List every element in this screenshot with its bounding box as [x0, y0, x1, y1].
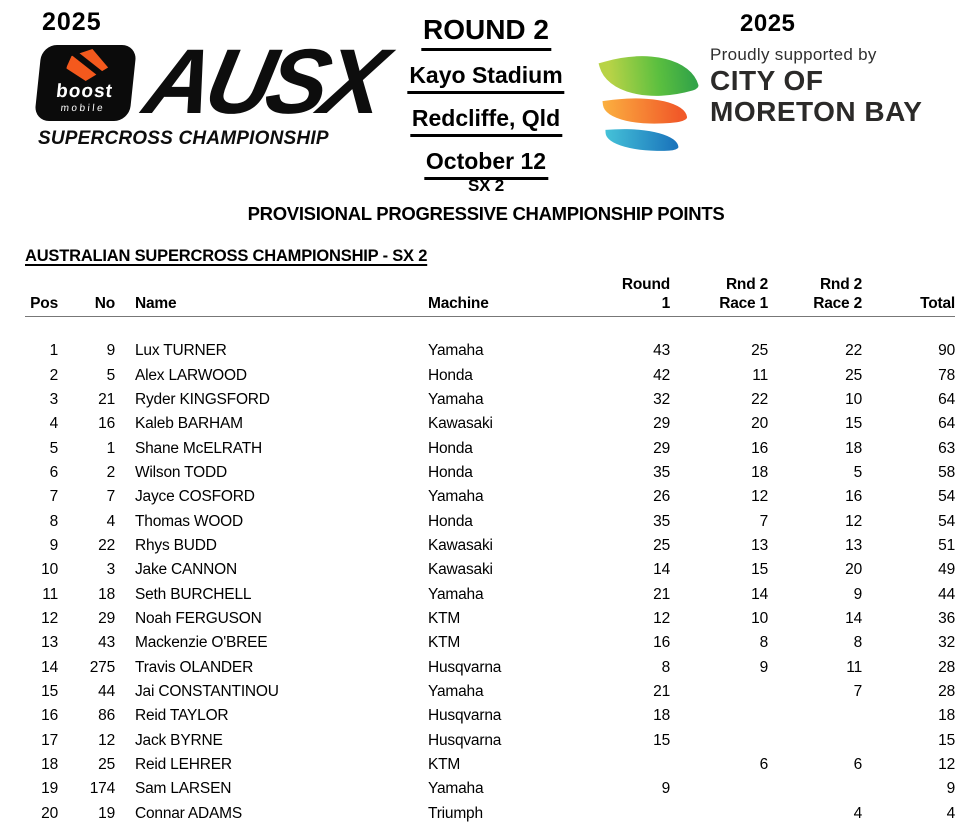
- no-cell: 43: [98, 634, 115, 652]
- race1-cell: 13: [751, 536, 768, 554]
- name-cell: Noah FERGUSON: [135, 609, 262, 627]
- table-row: [25, 534, 955, 558]
- round1-cell: 29: [653, 439, 670, 457]
- race2-cell: 20: [845, 561, 862, 579]
- race2-cell: 22: [845, 342, 862, 360]
- pos-cell: 7: [49, 488, 58, 506]
- total-cell: 44: [938, 585, 955, 603]
- moreton-bay-label: MORETON BAY: [710, 96, 923, 128]
- total-cell: 36: [938, 609, 955, 627]
- pos-cell: 4: [49, 415, 58, 433]
- round1-cell: 21: [653, 682, 670, 700]
- pos-cell: 1: [49, 342, 58, 360]
- table-row: [25, 631, 955, 655]
- boost-mobile-logo: [34, 45, 137, 121]
- round-title: ROUND 2: [421, 14, 551, 51]
- round1-cell: 18: [653, 707, 670, 725]
- race2-cell: 16: [845, 488, 862, 506]
- machine-cell: KTM: [428, 634, 461, 652]
- event-title-block: [0, 176, 972, 225]
- machine-cell: KTM: [428, 756, 461, 774]
- race1-cell: 6: [759, 756, 768, 774]
- name-cell: Thomas WOOD: [135, 512, 244, 530]
- race2-cell: 25: [845, 366, 862, 384]
- machine-cell: Honda: [428, 366, 473, 384]
- sponsor-text: [710, 10, 958, 128]
- pos-cell: 5: [49, 439, 58, 457]
- name-cell: Jayce COSFORD: [135, 488, 255, 506]
- race2-cell: 8: [853, 634, 862, 652]
- pos-cell: 2: [49, 366, 58, 384]
- city-of-label: CITY OF: [710, 65, 824, 96]
- championship-section-title: AUSTRALIAN SUPERCROSS CHAMPIONSHIP - SX 2: [25, 247, 428, 265]
- location-line: [407, 105, 564, 137]
- round1-cell: 29: [653, 415, 670, 433]
- table-row: [25, 509, 955, 533]
- pos-cell: 18: [41, 756, 58, 774]
- race2-cell: 5: [853, 463, 862, 481]
- name-cell: Sam LARSEN: [135, 780, 232, 798]
- venue-name: Kayo Stadium: [407, 62, 564, 94]
- col-header-round1: Round 1: [621, 276, 670, 312]
- table-row: [25, 704, 955, 728]
- total-cell: 51: [938, 536, 955, 554]
- no-cell: 1: [106, 439, 115, 457]
- col-header-no: No: [94, 295, 115, 312]
- race1-cell: 7: [759, 512, 768, 530]
- boost-wordmark: boost: [55, 81, 115, 102]
- total-cell: 12: [938, 756, 955, 774]
- round1-cell: 35: [653, 463, 670, 481]
- race2-cell: 13: [845, 536, 862, 554]
- no-cell: 9: [106, 342, 115, 360]
- total-cell: 28: [938, 682, 955, 700]
- machine-cell: Yamaha: [428, 390, 484, 408]
- pos-cell: 19: [41, 780, 58, 798]
- machine-cell: Yamaha: [428, 585, 484, 603]
- machine-cell: Yamaha: [428, 342, 484, 360]
- round1-cell: 42: [653, 366, 670, 384]
- race1-cell: 11: [752, 366, 768, 384]
- round1-cell: 43: [653, 342, 670, 360]
- race1-cell: 16: [751, 439, 768, 457]
- race1-cell: 8: [759, 634, 768, 652]
- machine-cell: Husqvarna: [428, 731, 502, 749]
- col-header-pos: Pos: [30, 295, 58, 312]
- round1-cell: 9: [661, 780, 670, 798]
- total-cell: 78: [938, 366, 955, 384]
- race1-cell: 15: [751, 561, 768, 579]
- name-cell: Connar ADAMS: [135, 804, 243, 822]
- supported-by-label: Proudly supported by: [710, 45, 877, 64]
- round1-cell: 16: [653, 634, 670, 652]
- ausx-logo-block: [38, 8, 390, 150]
- race1-cell: 25: [751, 342, 768, 360]
- total-cell: 64: [938, 390, 955, 408]
- round-line: [407, 14, 564, 51]
- pos-cell: 16: [41, 707, 58, 725]
- name-cell: Alex LARWOOD: [135, 366, 247, 384]
- table-row: [25, 436, 955, 460]
- race1-cell: 14: [751, 585, 768, 603]
- no-cell: 7: [106, 488, 115, 506]
- race1-cell: 22: [751, 390, 768, 408]
- pos-cell: 6: [49, 463, 58, 481]
- race1-cell: 9: [759, 658, 768, 676]
- table-row: [25, 461, 955, 485]
- round1-cell: 14: [653, 561, 670, 579]
- table-row: [25, 582, 955, 606]
- round1-cell: 8: [661, 658, 670, 676]
- total-cell: 4: [946, 804, 955, 822]
- ausx-logo-row: [38, 31, 390, 134]
- pos-cell: 15: [41, 682, 58, 700]
- race2-cell: 18: [845, 439, 862, 457]
- total-cell: 90: [938, 342, 955, 360]
- race2-cell: 12: [845, 512, 862, 530]
- no-cell: 275: [89, 658, 115, 676]
- table-row: [25, 485, 955, 509]
- total-cell: 15: [938, 731, 955, 749]
- race2-cell: 6: [853, 756, 862, 774]
- name-cell: Wilson TODD: [135, 463, 227, 481]
- name-cell: Rhys BUDD: [135, 536, 217, 554]
- pos-cell: 20: [41, 804, 58, 822]
- name-cell: Jai CONSTANTINOU: [135, 682, 279, 700]
- race2-cell: 9: [853, 585, 862, 603]
- boost-mobile-word: mobile: [60, 103, 106, 114]
- pos-cell: 9: [49, 536, 58, 554]
- pos-cell: 13: [41, 634, 58, 652]
- total-cell: 28: [938, 658, 955, 676]
- total-cell: 32: [938, 634, 955, 652]
- no-cell: 86: [98, 707, 115, 725]
- no-cell: 2: [106, 463, 115, 481]
- machine-cell: Yamaha: [428, 682, 484, 700]
- total-cell: 64: [938, 415, 955, 433]
- ausx-wordmark: AUSX: [136, 31, 390, 134]
- total-cell: 54: [938, 512, 955, 530]
- race1-cell: 12: [751, 488, 768, 506]
- race2-cell: 14: [845, 609, 862, 627]
- machine-cell: Husqvarna: [428, 707, 502, 725]
- machine-cell: Honda: [428, 512, 473, 530]
- no-cell: 174: [89, 780, 115, 798]
- total-cell: 63: [938, 439, 955, 457]
- table-row: [25, 607, 955, 631]
- supercross-tagline: SUPERCROSS CHAMPIONSHIP: [38, 128, 329, 149]
- pos-cell: 14: [41, 658, 58, 676]
- col-header-rnd2-race2: Rnd 2 Race 2: [813, 276, 862, 312]
- race2-cell: 4: [853, 804, 862, 822]
- total-cell: 9: [946, 780, 955, 798]
- no-cell: 12: [98, 731, 115, 749]
- pos-cell: 12: [41, 609, 58, 627]
- name-cell: Jake CANNON: [135, 561, 238, 579]
- no-cell: 25: [98, 756, 115, 774]
- table-row: [25, 802, 955, 826]
- no-cell: 44: [98, 682, 115, 700]
- name-cell: Lux TURNER: [135, 342, 227, 360]
- col-header-name: Name: [135, 295, 177, 312]
- race2-cell: 7: [853, 682, 862, 700]
- race2-cell: 11: [846, 658, 862, 676]
- leaf-orange-shape: [602, 91, 687, 131]
- name-cell: Ryder KINGSFORD: [135, 390, 270, 408]
- race1-cell: 18: [751, 463, 768, 481]
- table-row: [25, 655, 955, 679]
- pos-cell: 17: [41, 731, 58, 749]
- machine-cell: Yamaha: [428, 780, 484, 798]
- table-row: [25, 412, 955, 436]
- table-header-row: [25, 275, 955, 317]
- pos-cell: 8: [49, 512, 58, 530]
- year-right: 2025: [740, 10, 796, 37]
- round1-cell: 21: [653, 585, 670, 603]
- machine-cell: Kawasaki: [428, 536, 493, 554]
- pos-cell: 11: [42, 585, 58, 603]
- no-cell: 18: [98, 585, 115, 603]
- race2-cell: 15: [845, 415, 862, 433]
- name-cell: Jack BYRNE: [135, 731, 223, 749]
- name-cell: Travis OLANDER: [135, 658, 254, 676]
- leaf-teal-shape: [605, 126, 678, 154]
- total-cell: 49: [938, 561, 955, 579]
- table-body: [25, 339, 955, 826]
- no-cell: 19: [98, 804, 115, 822]
- table-row: [25, 777, 955, 801]
- race2-cell: 10: [845, 390, 862, 408]
- no-cell: 22: [98, 536, 115, 554]
- machine-cell: KTM: [428, 609, 461, 627]
- points-subtitle: PROVISIONAL PROGRESSIVE CHAMPIONSHIP POINTS: [247, 203, 725, 224]
- no-cell: 5: [106, 366, 115, 384]
- table-row: [25, 729, 955, 753]
- table-row: [25, 680, 955, 704]
- total-cell: 54: [938, 488, 955, 506]
- name-cell: Reid TAYLOR: [135, 707, 229, 725]
- col-header-rnd2-race1: Rnd 2 Race 1: [719, 276, 768, 312]
- table-row: [25, 339, 955, 363]
- name-cell: Reid LEHRER: [135, 756, 232, 774]
- round1-cell: 12: [653, 609, 670, 627]
- round-info-block: [407, 14, 564, 191]
- class-title: SX 2: [467, 176, 505, 195]
- machine-cell: Honda: [428, 439, 473, 457]
- location-name: Redcliffe, Qld: [410, 105, 562, 137]
- no-cell: 21: [98, 390, 115, 408]
- moreton-bay-leaf-icon: [604, 48, 704, 150]
- venue-line: [407, 62, 564, 94]
- boost-flame-icon: [65, 49, 110, 81]
- pos-cell: 3: [49, 390, 58, 408]
- sponsor-block: [598, 10, 958, 128]
- machine-cell: Yamaha: [428, 488, 484, 506]
- round1-cell: 26: [653, 488, 670, 506]
- name-cell: Seth BURCHELL: [135, 585, 252, 603]
- no-cell: 16: [98, 415, 115, 433]
- table-row: [25, 363, 955, 387]
- col-header-machine: Machine: [428, 295, 489, 312]
- total-cell: 58: [938, 463, 955, 481]
- machine-cell: Kawasaki: [428, 415, 493, 433]
- round1-cell: 15: [653, 731, 670, 749]
- no-cell: 4: [106, 512, 115, 530]
- name-cell: Kaleb BARHAM: [135, 415, 243, 433]
- name-cell: Shane McELRATH: [135, 439, 262, 457]
- pos-cell: 10: [41, 561, 58, 579]
- table-row: [25, 753, 955, 777]
- results-table: [25, 247, 955, 826]
- machine-cell: Husqvarna: [428, 658, 502, 676]
- total-cell: 18: [938, 707, 955, 725]
- no-cell: 29: [98, 609, 115, 627]
- col-header-total: Total: [920, 295, 955, 312]
- table-row: [25, 388, 955, 412]
- year-left: 2025: [42, 8, 102, 36]
- race1-cell: 20: [751, 415, 768, 433]
- event-date: October 12: [424, 148, 548, 180]
- machine-cell: Honda: [428, 463, 473, 481]
- race1-cell: 10: [751, 609, 768, 627]
- round1-cell: 25: [653, 536, 670, 554]
- round1-cell: 32: [653, 390, 670, 408]
- table-row: [25, 558, 955, 582]
- machine-cell: Triumph: [428, 804, 483, 822]
- name-cell: Mackenzie O'BREE: [135, 634, 268, 652]
- round1-cell: 35: [653, 512, 670, 530]
- machine-cell: Kawasaki: [428, 561, 493, 579]
- no-cell: 3: [106, 561, 115, 579]
